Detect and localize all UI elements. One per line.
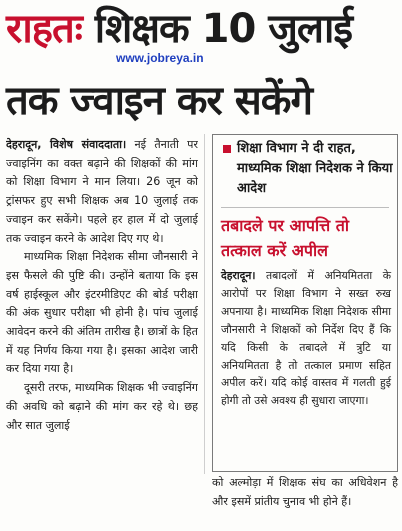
- column-divider: [204, 134, 205, 474]
- left-paragraph-1: [6, 136, 198, 248]
- headline-kicker: राहतः: [6, 6, 82, 52]
- left-paragraph-2: माध्यमिक शिक्षा निदेशक सीमा जौनसारी ने इस फैसले की पुष्टि की। उन्होंने बताया कि इस वर्ष हाईस्कूल और इंटरमीडिएट की बोर्ड परीक्षा की अंक सुधार परीक्षा भी होनी है। पांच जुलाई आवेदन करने की अंतिम तारीख है। छात्रों के हित में यह निर्णय किया गया है। इसका आदेश जारी कर दिया गया है।: [6, 250, 198, 376]
- side-box-dateline: देहरादून।: [221, 269, 256, 282]
- right-column-continuation: को अल्मोड़ा में शिक्षक संघ का अधिवेशन है और इसमें प्रांतीय चुनाव भी होने हैं।: [212, 476, 398, 508]
- side-box-headline: शिक्षा विभाग ने दी राहत, माध्यमिक शिक्षा निदेशक ने किया आदेश: [237, 141, 393, 196]
- left-paragraph-3: दूसरी तरफ, माध्यमिक शिक्षक भी ज्वाइनिंग की अवधि को बढ़ाने की मांग कर रहे थे। छह और सात जुलाई: [6, 381, 198, 432]
- dateline: देहरादून, विशेष संवाददाता।: [6, 138, 127, 151]
- side-box-subheadline: तबादले पर आपत्ति तो तत्काल करें अपील: [221, 216, 349, 260]
- headline-line-1: [6, 2, 398, 58]
- side-box: [212, 134, 398, 472]
- side-box-body: [221, 267, 391, 410]
- headline-line-2: तक ज्वाइन कर सकेंगे: [6, 78, 312, 124]
- left-column: [6, 136, 198, 528]
- bullet-square-icon: [223, 145, 231, 153]
- side-box-body-text: तबादलों में अनियमितता के आरोपों पर शिक्षा विभाग ने सख्त रुख अपनाया है। माध्यमिक शिक्षा निदेशक सीमा जौनसारी ने शिक्षकों को निर्देश दिए हैं कि यदि किसी के तबादले में त्रुटि या अनियमितता है तो तत्काल प्रमाण सहित अपील करें। यदि कोई वास्तव में गलती हुई होगी तो उसे अवश्य ही सुधारा जाएगा।: [221, 269, 391, 408]
- paragraph-1-text: नई तैनाती पर ज्वाइनिंग का वक्त बढ़ाने की शिक्षकों की मांग को शिक्षा विभाग ने मान लिया। 26 जून को ट्रांसफर हुए सभी शिक्षक अब 10 जुलाई तक ज्वाइन कर सकेंगे। पहले हर हाल में दो जुलाई तक ज्वाइन करने के आदेश दिए गए थे।: [6, 138, 198, 245]
- watermark-url: www.jobreya.in: [116, 51, 204, 65]
- side-box-divider: [221, 207, 389, 208]
- headline-line-1-text: शिक्षक 10 जुलाई: [81, 6, 353, 52]
